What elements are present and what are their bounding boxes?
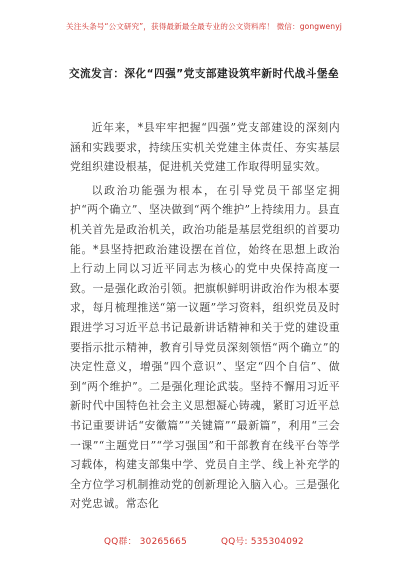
paragraph-political-function: 以政治功能强为根本，在引导党员干部坚定拥护“两个确立”、坚决做到“两个维护”上持续用力。县直机关首先是政治机关，政治功能是基层党组织的首要功能。*县坚持把政治建设摆在首位，始终在思想上政治上行动上同以习近平同志为核心的党中央保持高度一致。一是强化政治引领。把旗帜鲜明讲政治作为根本要求，每月梳理推送“第一议题”学习资料，组织党员及时跟进学习习近平总书记最新讲话精神和关于党的建设重要指示批示精神，教育引导党员深刻领悟“两个确立”的决定性意义，增强“四个意识”、坚定“四个自信”、做到“两个维护”。二是强化理论武装。坚持不懈用习近平新时代中国特色社会主义思想凝心铸魂，紧盯习近平总书记重要讲话“安徽篇”“关键篇”“最新篇”，利用“三会一课”“主题党日”“学习强国”和干部教育在线平台等学习载体，构建支部集中学、党员自主学、线上补充学的全方位学习机制推动党的创新理论入脑入心。三是强化对党忠诚。常态化 [70,183,340,511]
qq-account-number: QQ号: 535304092 [220,537,304,547]
document-body [70,118,340,514]
header-banner: 关注头条号“公文研究”，获得最新最全最专业的公文资料库！ 微信：gongwenyj [66,22,342,31]
document-title: 交流发言：深化“四强”党支部建设筑牢新时代战斗堡垒 [68,68,340,80]
footer-contact [0,534,408,547]
paragraph-intro: 近年来，*县牢牢把握“四强”党支部建设的深刻内涵和实践要求，持续压实机关党建主体责任、夯实基层党组织建设根基，促进机关党建工作取得明显实效。 [70,121,340,174]
qq-group-number: QQ群： 30265665 [104,537,187,547]
